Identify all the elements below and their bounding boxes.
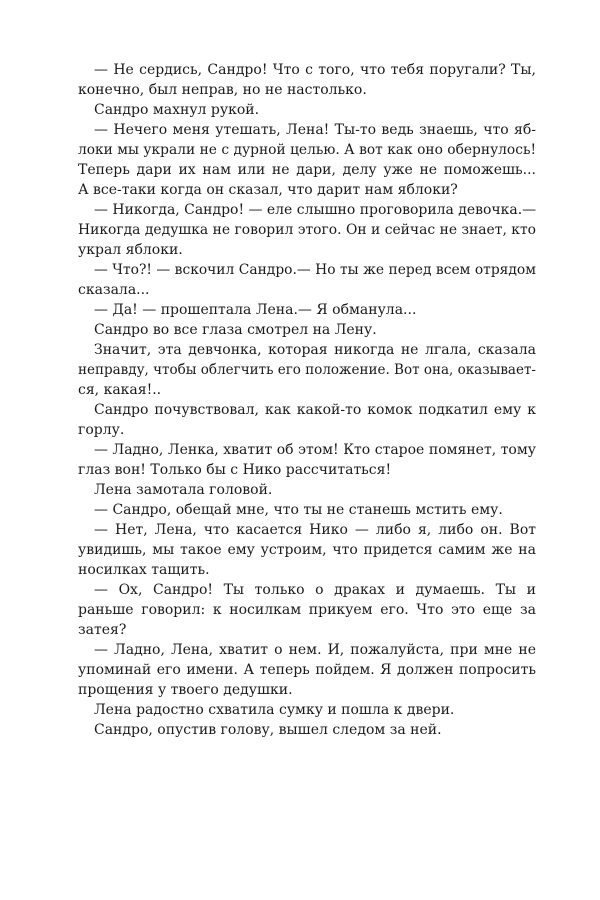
text-line: конечно, был неправ, но не настолько. [78, 82, 367, 98]
text-line: затея? [78, 622, 127, 638]
text-line: раньше говорил: к носилкам прикуем его. Что это еще за [78, 602, 536, 618]
text-line: — Ладно, Ленка, хватит об этом! Кто старое помянет, тому [94, 442, 536, 458]
text-line: Лена замотала головой. [94, 482, 273, 498]
text-line: Никогда дедушка не говорил этого. Он и сейчас не знает, кто [78, 222, 536, 238]
text-line: А все-таки когда он сказал, что дарит нам яблоки? [78, 182, 458, 198]
text-line: Теперь дари их нам или не дари, делу уже не поможешь... [78, 162, 536, 178]
text-line: глаз вон! Только бы с Нико рассчитаться! [78, 462, 392, 478]
text-line: локи мы украли не с дурной целью. А вот как оно обернулось! [78, 142, 536, 158]
text-line: увидишь, мы такое ему устроим, что придется самим же на [78, 542, 536, 558]
text-line: — Ладно, Лена, хватит о нем. И, пожалуйста, при мне не [94, 642, 536, 658]
text-line: неправду, чтобы облегчить его положение. Вот она, оказывает- [78, 362, 536, 378]
text-line: носилках тащить. [78, 562, 210, 578]
text-line: горлу. [78, 422, 125, 438]
text-line: Лена радостно схватила сумку и пошла к двери. [94, 702, 455, 718]
text-line: — Ох, Сандро! Ты только о драках и думаешь. Ты и [94, 582, 536, 598]
text-line: — Не сердись, Сандро! Что с того, что тебя поругали? Ты, [94, 62, 536, 78]
text-line: — Сандро, обещай мне, что ты не станешь мстить ему. [94, 502, 503, 518]
text-line: Сандро во все глаза смотрел на Лену. [94, 322, 377, 338]
text-line: ся, какая!.. [78, 382, 162, 398]
text-line: прощения у твоего дедушки. [78, 682, 293, 698]
text-line: Сандро почувствовал, как какой-то комок подкатил ему к [94, 402, 536, 418]
text-line: сказала... [78, 282, 150, 298]
text-line: — Что?! — вскочил Сандро.— Но ты же перед всем отрядом [94, 262, 536, 278]
text-line: — Никогда, Сандро! — еле слышно проговорила девочка.— [94, 202, 537, 218]
text-line: упоминай его имени. А теперь пойдем. Я должен попросить [78, 662, 536, 678]
text-line: Значит, эта девчонка, которая никогда не лгала, сказала [94, 342, 536, 358]
text-line: — Нет, Лена, что касается Нико — либо я, либо он. Вот [94, 522, 536, 538]
text-line: Сандро, опустив голову, вышел следом за ней. [94, 722, 442, 738]
text-line: — Нечего меня утешать, Лена! Ты-то ведь знаешь, что яб- [94, 122, 536, 138]
text-line: Сандро махнул рукой. [94, 102, 260, 118]
text-line: украл яблоки. [78, 242, 183, 258]
text-line: — Да! — прошептала Лена.— Я обманула... [94, 302, 417, 318]
